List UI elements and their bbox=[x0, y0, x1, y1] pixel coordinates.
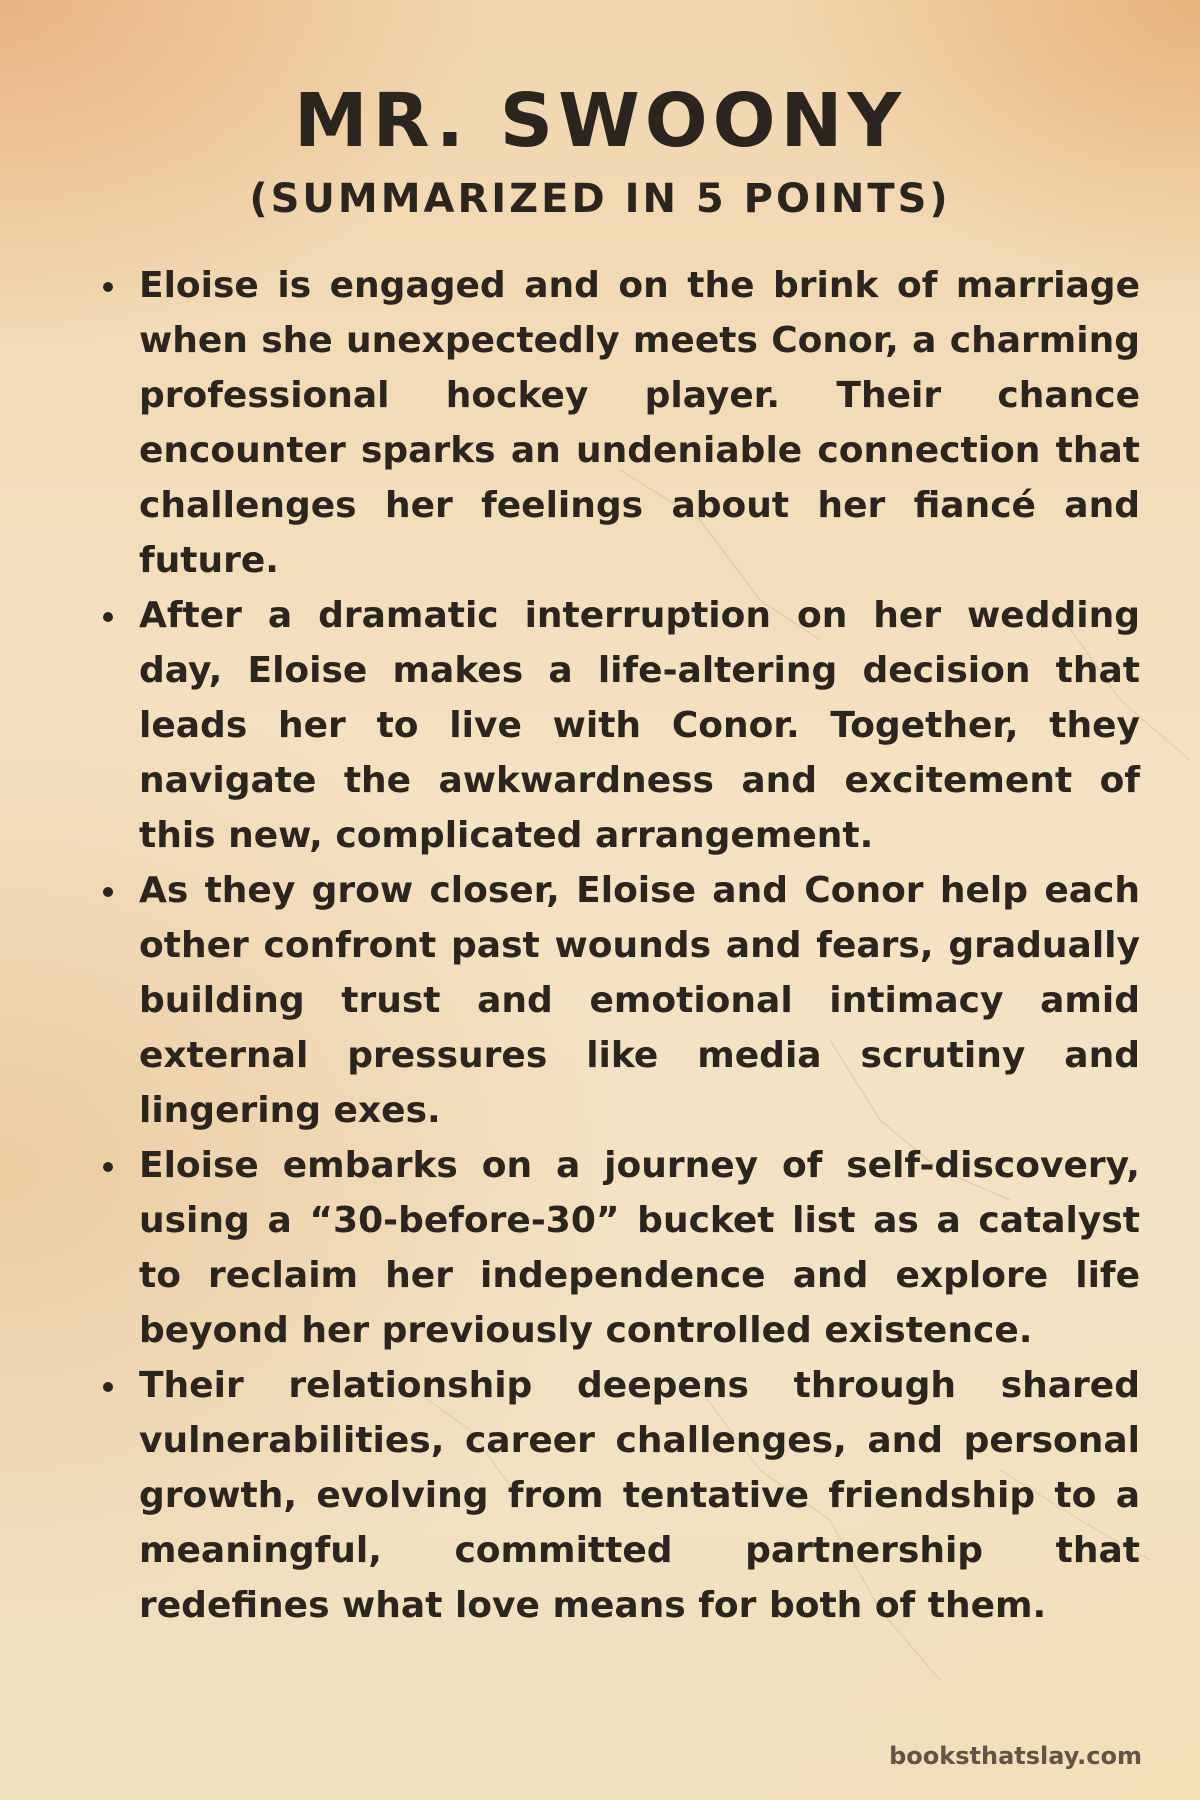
list-item bbox=[97, 588, 1140, 863]
point-text: After a dramatic interruption on her wedding day, Eloise makes a life-altering decision that leads her to live with Conor. Together, they navigate the awkwardness and excitement of this new, complicated arrangement. bbox=[139, 595, 1140, 856]
page-title: MR. SWOONY bbox=[293, 78, 907, 164]
page-subtitle: (SUMMARIZED IN 5 POINTS) bbox=[249, 176, 951, 222]
point-text: Eloise embarks on a journey of self-discovery, using a “30-before-30” bucket list as a catalyst to reclaim her independence and explore life beyond her previously controlled existence. bbox=[139, 1145, 1140, 1351]
point-text: Their relationship deepens through shared vulnerabilities, career challenges, and personal growth, evolving from tentative friendship to a meaningful, committed partnership that redefines what love means for both of them. bbox=[139, 1365, 1140, 1626]
bullet-icon bbox=[103, 1382, 113, 1392]
list-item bbox=[97, 258, 1140, 588]
bullet-icon bbox=[103, 887, 113, 897]
bullet-icon bbox=[103, 1162, 113, 1172]
summary-points-list bbox=[97, 258, 1140, 1633]
point-text: As they grow closer, Eloise and Conor help each other confront past wounds and fears, gradually building trust and emotional intimacy amid external pressures like media scrutiny and lingering exes. bbox=[139, 870, 1140, 1131]
site-watermark: booksthatslay.com bbox=[889, 1742, 1142, 1770]
point-text: Eloise is engaged and on the brink of marriage when she unexpectedly meets Conor, a charming professional hockey player. Their chance encounter sparks an undeniable connection that challenges her feelings about her fiancé and future. bbox=[139, 265, 1140, 581]
list-item bbox=[97, 863, 1140, 1138]
bullet-icon bbox=[103, 612, 113, 622]
list-item bbox=[97, 1358, 1140, 1633]
list-item bbox=[97, 1138, 1140, 1358]
bullet-icon bbox=[103, 282, 113, 292]
